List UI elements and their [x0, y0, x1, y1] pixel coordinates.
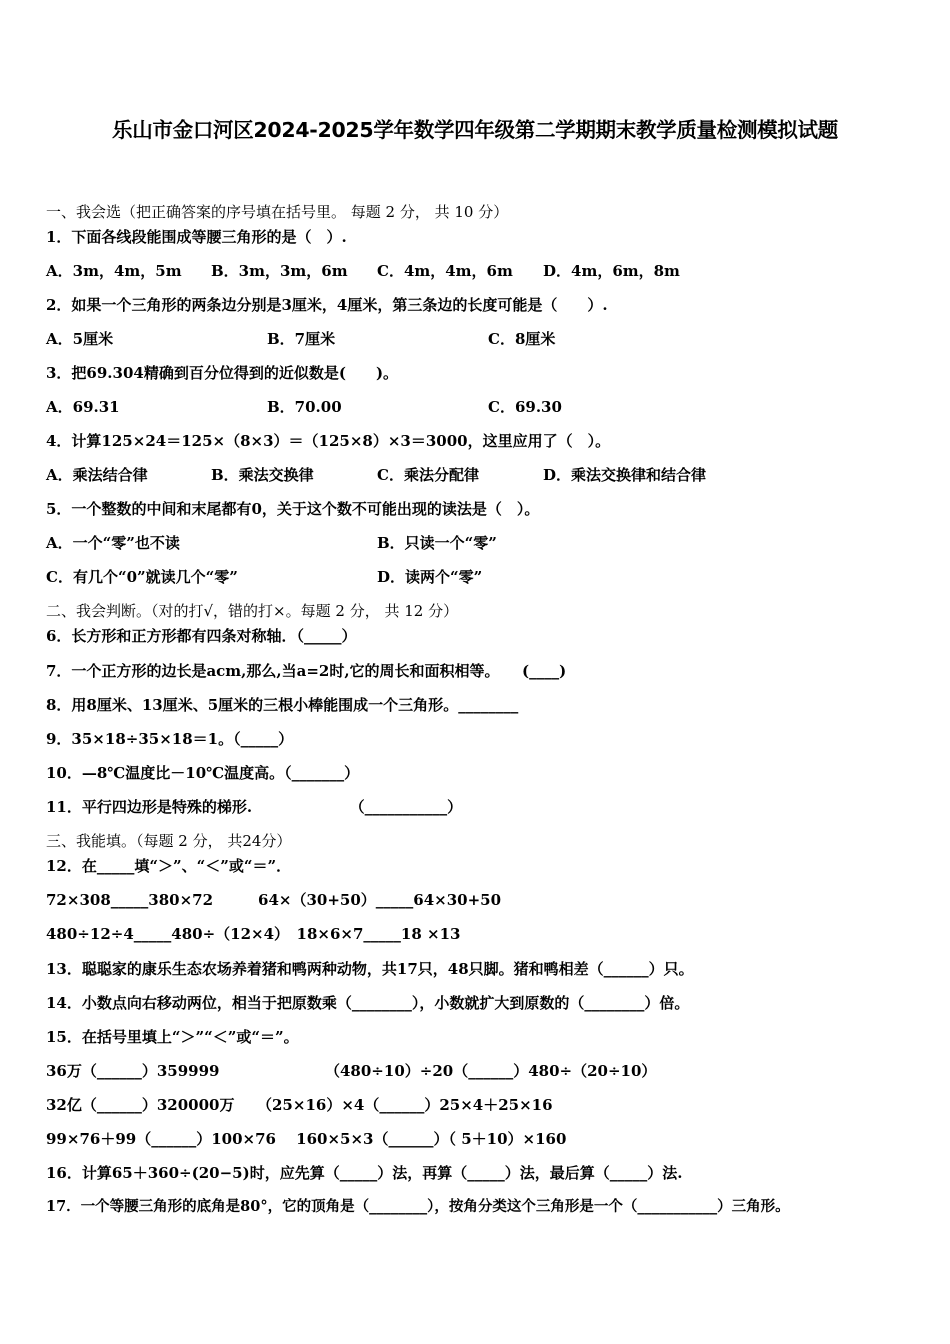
question-7: 7．一个正方形的边长是acm,那么,当a=2时,它的周长和面积相等。 (____)	[46, 662, 567, 680]
question-8: 8．用8厘米、13厘米、5厘米的三根小棒能围成一个三角形。________	[46, 696, 519, 714]
question-1: 1．下面各线段能围成等腰三角形的是（ ）.	[46, 228, 347, 246]
question-5: 5．一个整数的中间和末尾都有0，关于这个数不可能出现的读法是（ ）。	[46, 500, 540, 518]
q12-row-2: 480÷12÷4_____480÷（12×4） 18×6×7_____18 ×13	[46, 925, 461, 943]
q5-option-a: A．一个“零”也不读	[46, 534, 180, 552]
question-14: 14．小数点向右移动两位，相当于把原数乘（________），小数就扩大到原数的（________）倍。	[46, 994, 690, 1012]
page-title: 乐山市金口河区2024-2025学年数学四年级第二学期期末教学质量检测模拟试题	[112, 118, 838, 142]
q4-option-c: C．乘法分配律	[377, 466, 479, 484]
q1-option-b: B．3m，3m，6m	[211, 262, 348, 280]
section-3-heading: 三、我能填。（每题 2 分， 共24分）	[46, 832, 292, 850]
q1-option-c: C．4m，4m，6m	[377, 262, 513, 280]
q1-option-d: D．4m，6m，8m	[543, 262, 680, 280]
q15-row-1b: （480÷10）÷20（______）480÷（20÷10）	[325, 1062, 657, 1080]
q5-option-d: D．读两个“零”	[377, 568, 483, 586]
q15-row-3: 99×76＋99（______）100×76 160×5×3（______）（ 5＋10）×160	[46, 1130, 567, 1148]
q15-row-2: 32亿（______）320000万 （25×16）×4（______）25×4＋25×16	[46, 1096, 553, 1114]
q3-option-b: B．70.00	[267, 398, 342, 416]
question-16: 16．计算65＋360÷(20−5)时，应先算（_____）法，再算（_____）法，最后算（_____）法.	[46, 1164, 683, 1182]
q2-option-a: A．5厘米	[46, 330, 114, 348]
q3-option-c: C．69.30	[488, 398, 562, 416]
question-15: 15．在括号里填上“＞”“＜”或“＝”。	[46, 1028, 299, 1046]
question-17: 17．一个等腰三角形的底角是80°，它的顶角是（________），按角分类这个三角形是一个（___________）三角形。	[46, 1198, 790, 1215]
question-13: 13．聪聪家的康乐生态农场养着猪和鸭两种动物，共17只，48只脚。猪和鸭相差（______）只。	[46, 960, 694, 978]
question-2: 2．如果一个三角形的两条边分别是3厘米，4厘米，第三条边的长度可能是（ ）.	[46, 296, 608, 314]
question-9: 9．35×18÷35×18＝1。（_____）	[46, 730, 294, 748]
question-3: 3．把69.304精确到百分位得到的近似数是( )。	[46, 364, 399, 382]
question-10: 10．—8℃温度比－10℃温度高。（_______）	[46, 764, 360, 782]
q12-row-1: 72×308_____380×72 64×（30+50）_____64×30+50	[46, 891, 502, 909]
question-4: 4．计算125×24＝125×（8×3）＝（125×8）×3＝3000，这里应用了（ ）。	[46, 432, 611, 450]
q5-option-b: B．只读一个“零”	[377, 534, 497, 552]
q15-row-1a: 36万（______）359999	[46, 1062, 220, 1080]
question-12: 12．在_____填“＞”、“＜”或“＝”．	[46, 857, 292, 875]
section-2-heading: 二、我会判断。（对的打√，错的打×。每题 2 分， 共 12 分）	[46, 602, 459, 620]
q4-option-d: D．乘法交换律和结合律	[543, 466, 707, 484]
question-11: 11．平行四边形是特殊的梯形. （___________）	[46, 798, 463, 816]
q3-option-a: A．69.31	[46, 398, 120, 416]
q4-option-a: A．乘法结合律	[46, 466, 148, 484]
q5-option-c: C．有几个“0”就读几个“零”	[46, 568, 238, 586]
q2-option-b: B．7厘米	[267, 330, 336, 348]
q2-option-c: C．8厘米	[488, 330, 556, 348]
q1-option-a: A．3m，4m，5m	[46, 262, 182, 280]
q4-option-b: B．乘法交换律	[211, 466, 314, 484]
question-6: 6．长方形和正方形都有四条对称轴．（_____）	[46, 627, 357, 645]
section-1-heading: 一、我会选（把正确答案的序号填在括号里。 每题 2 分， 共 10 分）	[46, 203, 509, 221]
